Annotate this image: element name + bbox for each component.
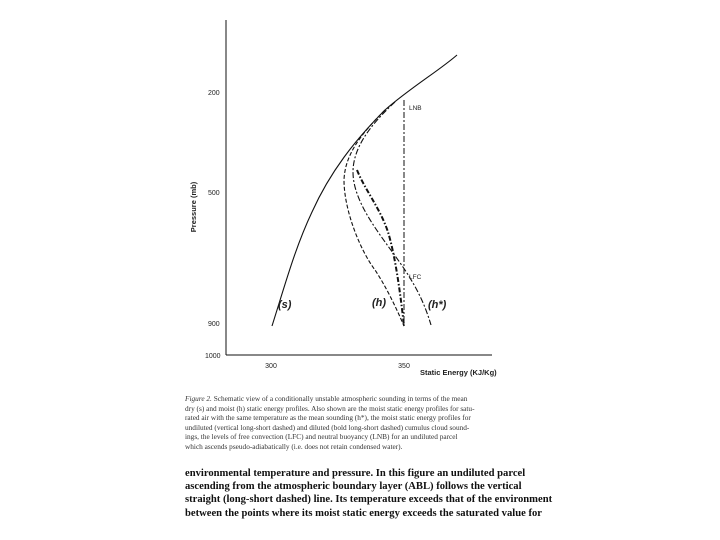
lfc-label: LFC	[409, 274, 422, 281]
caption-line: which ascends pseudo-adiabatically (i.e. does not retain condensed water).	[185, 441, 403, 451]
body-line: between the points where its moist static energy exceeds the saturated value for	[185, 507, 542, 519]
caption-line	[185, 394, 545, 404]
h-curve-label: (h)	[372, 297, 387, 309]
y-tick-label: 500	[208, 190, 220, 197]
body-line: straight (long-short dashed) line. Its temperature exceeds that of the environment	[185, 494, 553, 506]
body-line: ascending from the atmospheric boundary layer (ABL) follows the vertical	[185, 481, 522, 493]
x-tick-label: 300	[265, 363, 277, 370]
y-tick-label: 900	[208, 321, 220, 328]
s-curve	[272, 55, 457, 326]
h-curve	[344, 110, 404, 326]
caption-line: dry (s) and moist (h) static energy profiles. Also shown are the moist static energy profiles for satu-	[185, 403, 475, 413]
x-tick-label: 350	[398, 363, 410, 370]
x-axis-title: Static Energy (KJ/Kg)	[420, 368, 497, 377]
y-axis-title: Pressure (mb)	[189, 181, 198, 233]
y-tick-label: 1000	[205, 353, 221, 360]
s-curve-label: (s)	[278, 299, 292, 311]
h-star-curve	[353, 102, 431, 325]
figure-label: Figure 2.	[185, 394, 212, 403]
caption-line: ings, the levels of free convection (LFC) and neutral buoyancy (LNB) for an undiluted parcel	[185, 432, 458, 442]
lnb-label: LNB	[409, 105, 422, 112]
body-line: environmental temperature and pressure. In this figure an undiluted parcel	[185, 468, 526, 479]
h-star-curve-label: (h*)	[428, 299, 447, 311]
caption-line: undiluted (vertical long-short dashed) and diluted (bold long-short dashed) cumulus cloud sound-	[185, 422, 470, 432]
caption-line: rated air with the same temperature as the mean sounding (h*), the moist static energy profiles for	[185, 413, 471, 423]
caption-first-line: Schematic view of a conditionally unstable atmospheric sounding in terms of the mean	[211, 394, 468, 403]
y-tick-label: 200	[208, 90, 220, 97]
body-paragraph	[185, 467, 555, 520]
figure-caption	[185, 394, 545, 452]
